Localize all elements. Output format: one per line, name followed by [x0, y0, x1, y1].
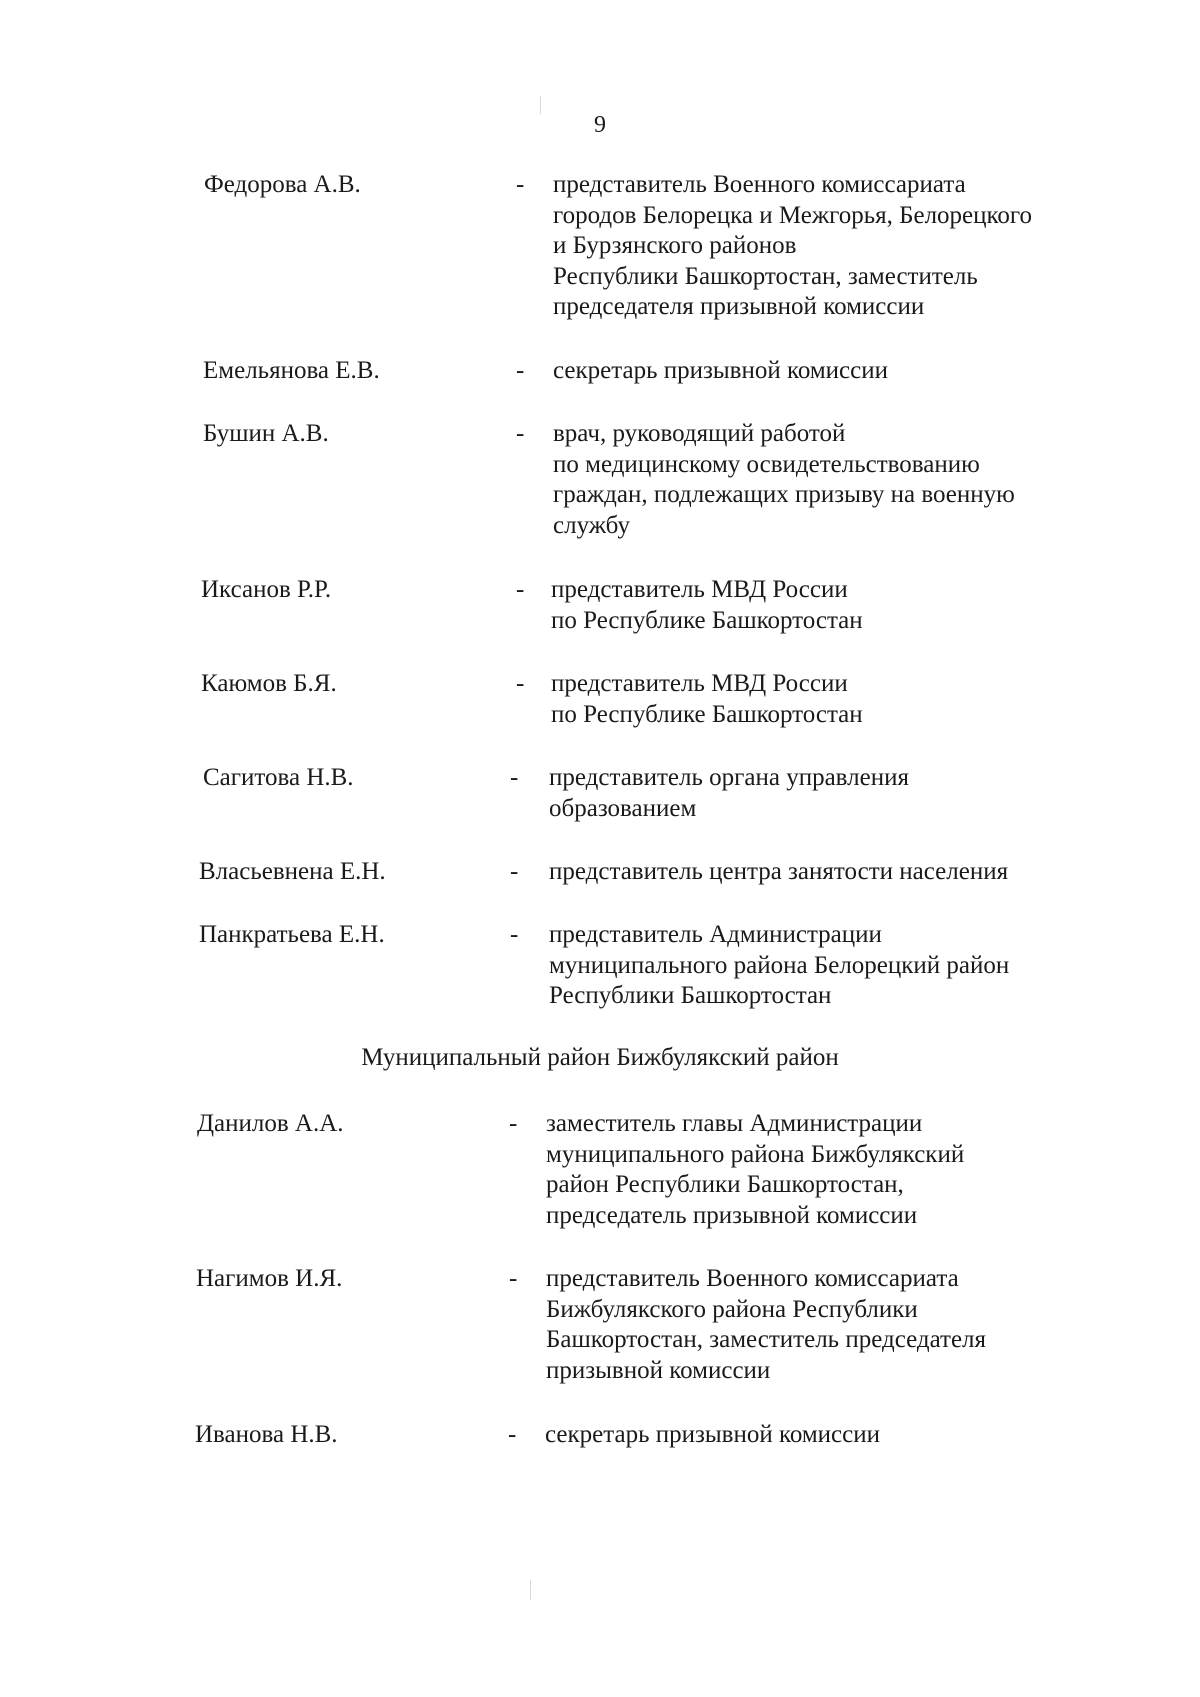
role-line: председатель призывной комиссии	[546, 1201, 918, 1229]
member-role	[546, 1264, 1066, 1386]
member-name: Федорова А.В.	[204, 171, 361, 198]
member-name: Каюмов Б.Я.	[201, 670, 337, 697]
role-line: муниципального района Белорецкий район	[549, 951, 1010, 979]
member-name: Иванова Н.В.	[195, 1421, 338, 1448]
role-line: Бижбулякского района Республики	[546, 1295, 918, 1323]
dash-separator: -	[509, 1110, 518, 1137]
member-role	[549, 763, 1069, 824]
role-line: по Республике Башкортостан	[551, 700, 863, 728]
member-name: Панкратьева Е.Н.	[199, 921, 385, 948]
scan-artifact-top	[540, 96, 541, 114]
member-role	[551, 669, 1071, 730]
dash-separator: -	[510, 921, 519, 948]
member-name: Нагимов И.Я.	[196, 1265, 343, 1292]
member-role	[549, 857, 1069, 888]
role-line: Башкортостан, заместитель председателя	[546, 1326, 987, 1353]
section-heading: Муниципальный район Бижбулякский район	[361, 1044, 839, 1071]
role-line: секретарь призывной комиссии	[545, 1421, 881, 1448]
role-line: службу	[553, 511, 630, 539]
role-line: Республики Башкортостан	[549, 982, 832, 1009]
dash-separator: -	[516, 171, 525, 198]
role-line: муниципального района Бижбулякский	[546, 1140, 965, 1168]
role-line: представитель Военного комиссариата	[553, 171, 966, 198]
member-name: Емельянова Е.В.	[203, 357, 380, 384]
dash-separator: -	[510, 764, 519, 791]
dash-separator: -	[516, 670, 525, 697]
role-line: городов Белорецка и Межгорья, Белорецкого	[553, 201, 1033, 229]
role-line: призывной комиссии	[546, 1356, 771, 1384]
member-name: Данилов А.А.	[197, 1110, 344, 1137]
role-line: представитель МВД России	[551, 670, 848, 697]
role-line: секретарь призывной комиссии	[553, 357, 889, 384]
role-line: по медицинскому освидетельствованию	[553, 450, 980, 478]
role-line: Республики Башкортостан, заместитель	[553, 262, 978, 290]
scan-artifact-bottom	[530, 1580, 531, 1600]
dash-separator: -	[516, 420, 525, 447]
role-line: врач, руководящий работой	[553, 420, 846, 447]
role-line: представитель центра занятости населения	[549, 858, 1009, 885]
role-line: по Республике Башкортостан	[551, 606, 863, 634]
dash-separator: -	[508, 1421, 517, 1448]
role-line: район Республики Башкортостан,	[546, 1171, 904, 1198]
member-role	[546, 1109, 1066, 1231]
page-number: 9	[594, 112, 606, 138]
role-line: граждан, подлежащих призыву на военную	[553, 481, 1015, 508]
member-role	[553, 170, 1073, 323]
member-name: Бушин А.В.	[203, 420, 329, 447]
dash-separator: -	[510, 858, 519, 885]
role-line: представитель Военного комиссариата	[546, 1265, 959, 1292]
member-name: Сагитова Н.В.	[203, 764, 354, 791]
member-role	[545, 1420, 1065, 1451]
dash-separator: -	[509, 1265, 518, 1292]
member-name: Власьевнена Е.Н.	[199, 858, 386, 885]
role-line: образованием	[549, 794, 697, 822]
role-line: представитель органа управления	[549, 764, 909, 791]
role-line: и Бурзянского районов	[553, 232, 797, 259]
dash-separator: -	[516, 576, 525, 603]
role-line: председателя призывной комиссии	[553, 293, 925, 320]
member-role	[553, 419, 1073, 541]
member-role	[551, 575, 1071, 636]
dash-separator: -	[516, 357, 525, 384]
role-line: представитель Администрации	[549, 921, 882, 948]
role-line: представитель МВД России	[551, 576, 848, 603]
member-role	[549, 920, 1069, 1012]
member-role	[553, 356, 1073, 387]
role-line: заместитель главы Администрации	[546, 1110, 923, 1137]
member-name: Иксанов Р.Р.	[201, 576, 332, 603]
